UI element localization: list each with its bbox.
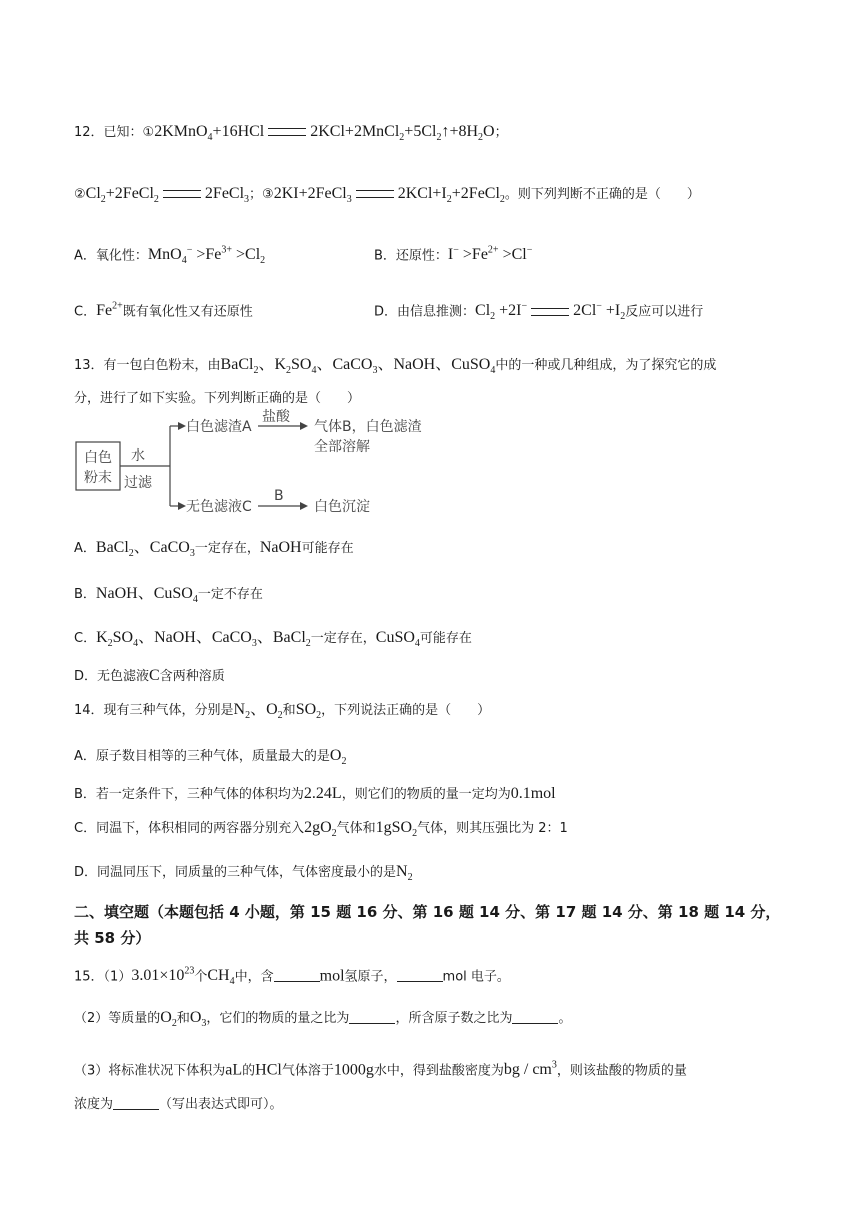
powder-box-line-1: 白色 <box>84 450 112 466</box>
q12-option-a: A．氧化性：$MnO_4^- >Fe^{3+} >Cl_2$ <box>74 245 266 267</box>
gas-b-line-2: 全部溶解 <box>314 439 370 455</box>
q12-option-c: C．$Fe^{2+}$既有氧化性又有还原性 <box>74 301 253 320</box>
q13-option-d: D．无色滤液C含两种溶质 <box>74 667 225 684</box>
residue-a: 白色滤渣A <box>186 419 252 435</box>
q14-stem: 14．现有三种气体，分别是$N_2$、$O_2$和$SO_2$，下列说法正确的是（ ） <box>74 701 491 722</box>
filtrate-c: 无色滤液C <box>186 499 252 515</box>
q13-stem-line-2: 分，进行了如下实验。下列判断正确的是（ ） <box>74 391 361 406</box>
section-2-heading-line-2: 共 58 分） <box>74 929 151 947</box>
gas-b: 气体B，白色滤渣 <box>314 419 422 435</box>
answer-blank-1[interactable] <box>274 967 320 982</box>
q14-option-a: A．原子数目相等的三种气体，质量最大的是$O_2$ <box>74 747 347 768</box>
q13-option-a: A．BaCl$_2$、CaCO$_3$一定存在，NaOH可能存在 <box>74 539 354 560</box>
q12-option-d: D．由信息推测：$Cl_2 +2I^-$ $2Cl^- +I_2$反应可以进行 <box>374 301 704 323</box>
powder-box-line-2: 粉末 <box>84 470 112 486</box>
arrow-label-water: 水 <box>131 448 145 464</box>
q12-line-1: 12．已知：①2KMnO$_4$+16HCl $2KCl+2MnCl_2+5Cl_2↑+8H_2O$； <box>74 123 508 144</box>
section-2-heading: 二、填空题（本题包括 4 小题，第 15 题 16 分、第 16 题 14 分、第 17 题 14 分、第 18 题 14 分， <box>74 903 781 921</box>
q12-question: 。则下列判断不正确的是（ ） <box>504 187 700 202</box>
q12-intro: 12．已知：① <box>74 125 155 140</box>
q12-reaction-3: 2KI+2FeCl$_3$ $2KCl+I_2+2FeCl_2$ <box>273 185 505 206</box>
q14-option-c: C．同温下，体积相同的两容器分别充入$2gO_2$气体和1gSO$_2$气体，则其压强比为 2：1 <box>74 819 568 840</box>
arrow-label-b: B <box>274 488 284 504</box>
q13-stem-line-1: 13．有一包白色粉末，由BaCl$_2$、$K_2SO_4$、CaCO$_3$、NaOH、CuSO$_4$中的一种或几种组成，为了探究它的成 <box>74 356 717 377</box>
arrow-label-filter: 过滤 <box>124 475 152 491</box>
answer-blank-4[interactable] <box>512 1009 558 1024</box>
arrow-label-acid: 盐酸 <box>262 409 290 425</box>
q14-option-d: D．同温同压下，同质量的三种气体，气体密度最小的是$N_2$ <box>74 863 413 884</box>
q15-part-3-line-2: 浓度为 （写出表达式即可）。 <box>74 1097 283 1112</box>
q12-line-2: $②Cl_2+2FeCl_2$ 2FeCl$_3$；③2KI+2FeCl$_3$ $2KCl+I_2+2FeCl_2$。则下列判断不正确的是（ ） <box>74 185 700 206</box>
answer-blank-3[interactable] <box>349 1009 395 1024</box>
q12-reaction-1: 2KMnO$_4$+16HCl $2KCl+2MnCl_2+5Cl_2↑+8H_2O$ <box>154 123 495 144</box>
q12-reaction-2: $Cl_2+2FeCl_2$ 2FeCl$_3$ <box>85 185 250 206</box>
q14-option-b: B．若一定条件下，三种气体的体积均为2.24L，则它们的物质的量一定均为0.1mol <box>74 785 556 802</box>
q15-part-2: （2）等质量的$O_2$和$O_3$，它们的物质的量之比为 ，所含原子数之比为 。 <box>74 1009 572 1030</box>
answer-blank-2[interactable] <box>397 967 443 982</box>
q12-option-b: B．还原性：$I^- >Fe^{2+} >Cl^-$ <box>374 245 533 264</box>
q15-part-1: 15．$(1)3.01\times 10^{23}$个$CH_4$中，含 mol氢原子， mol 电子。 <box>74 966 510 988</box>
answer-blank-5[interactable] <box>113 1095 159 1110</box>
q13-option-b: B．NaOH、CuSO$_4$一定不存在 <box>74 585 263 606</box>
q13-flow-diagram <box>74 409 434 524</box>
q13-option-c: C．$K_2SO_4$、NaOH、CaCO$_3$、BaCl$_2$一定存在，CuSO$_4$可能存在 <box>74 629 472 650</box>
q15-part-3: （3）将标准状况下体积为aL的HCl气体溶于1000g水中，得到盐酸密度为bg / $cm^3$，则该盐酸的物质的量 <box>74 1060 687 1079</box>
white-precipitate: 白色沉淀 <box>314 499 370 515</box>
